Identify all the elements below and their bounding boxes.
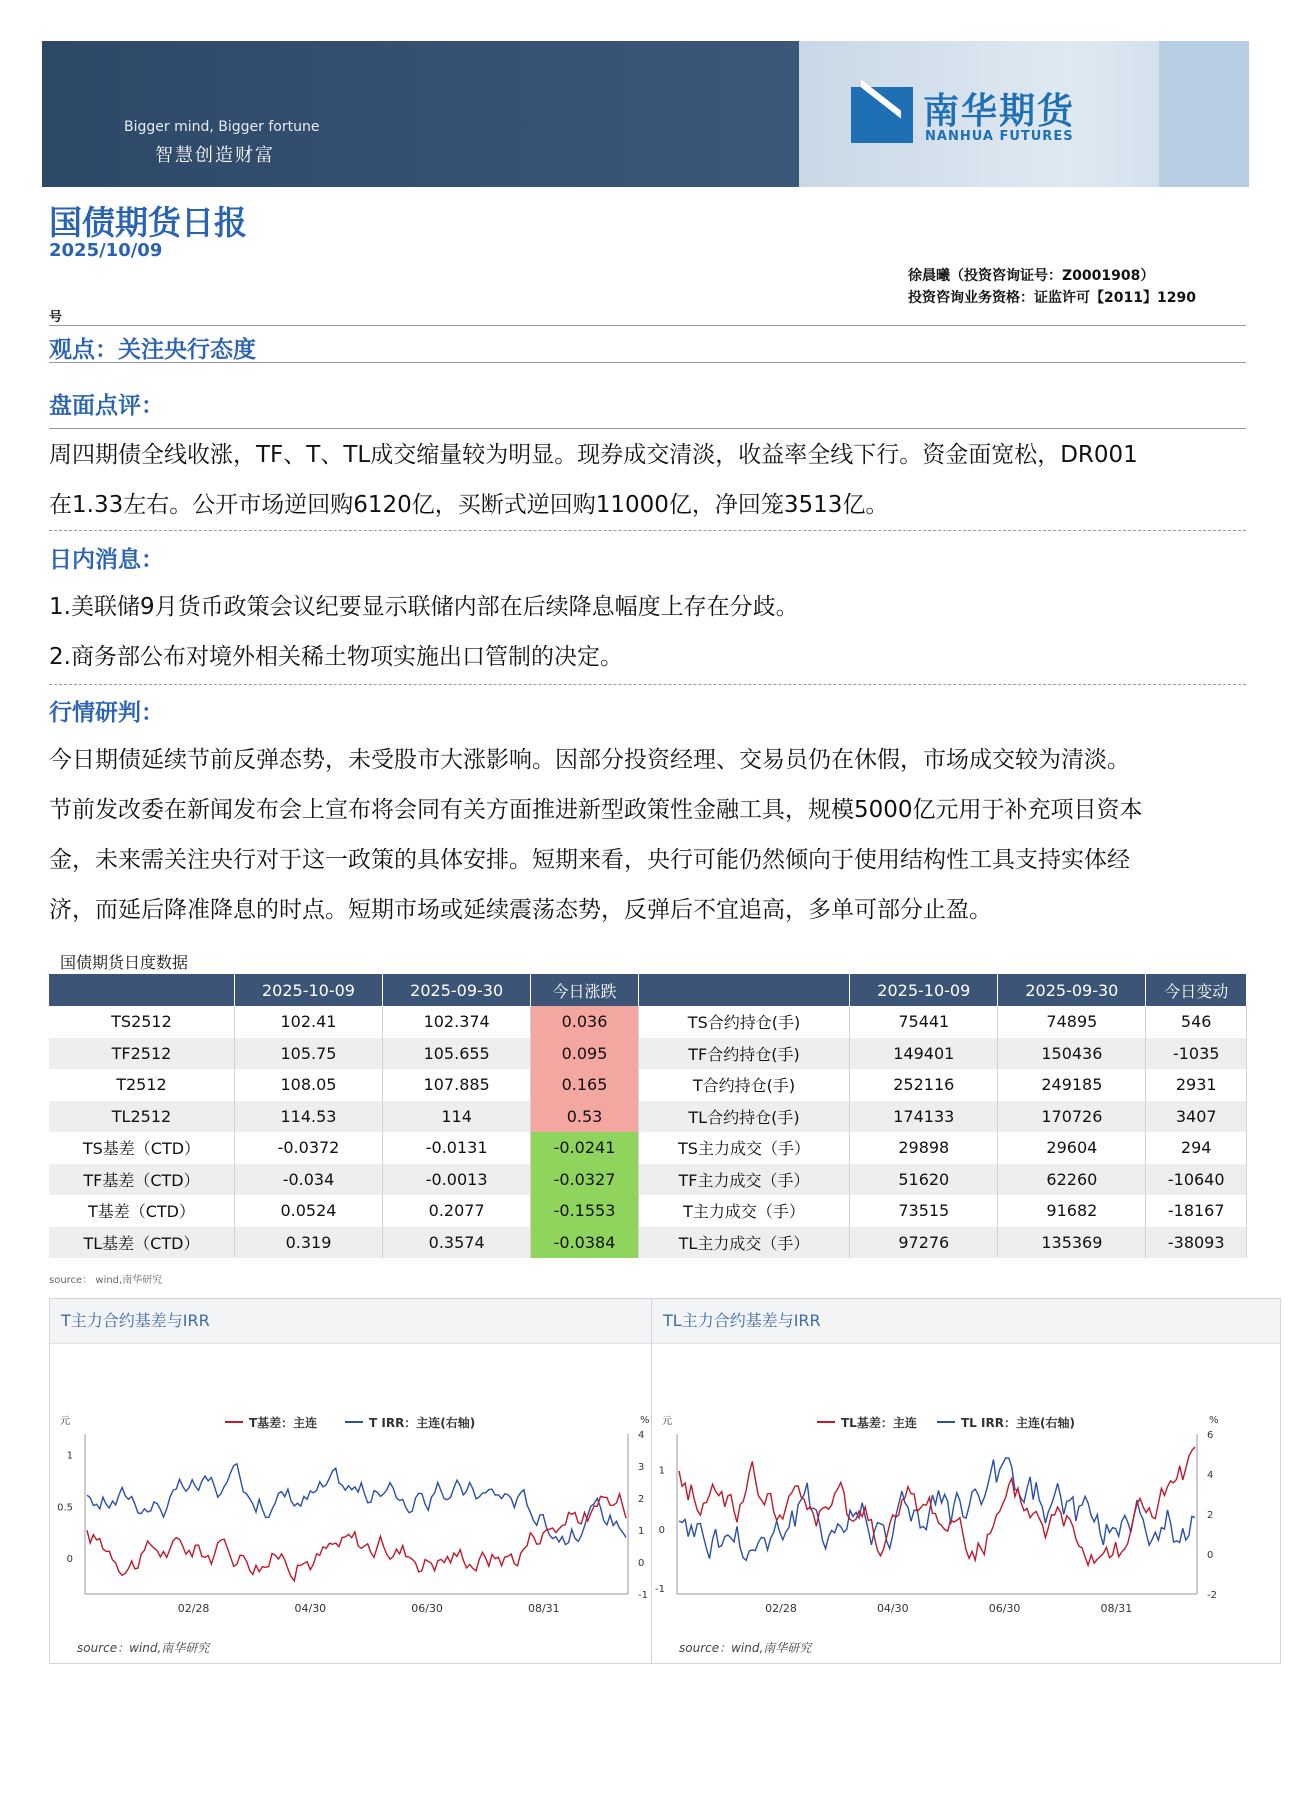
header-cell	[49, 974, 234, 1006]
table-cell: TL主力成交（手）	[638, 1227, 849, 1259]
x-tick-label: 04/30	[876, 1602, 909, 1615]
chart-source: source：wind,南华研究	[679, 1641, 812, 1655]
table-cell: 62260	[998, 1164, 1146, 1196]
slogan-en: Bigger mind, Bigger fortune	[124, 119, 320, 135]
table-cell: 51620	[850, 1164, 998, 1196]
table-cell: 0.095	[531, 1038, 638, 1070]
table-cell: 0.036	[531, 1006, 638, 1038]
table-cell: 114	[383, 1101, 531, 1133]
table-cell: TS基差（CTD）	[49, 1132, 234, 1164]
header-cell: 2025-10-09	[234, 974, 382, 1006]
table-cell: 546	[1146, 1006, 1247, 1038]
table-cell: 150436	[998, 1038, 1146, 1070]
report-title: 国债期货日报	[49, 203, 247, 242]
report-date: 2025/10/09	[49, 240, 163, 261]
table-cell: -0.0372	[234, 1132, 382, 1164]
viewpoint-heading: 观点：关注央行态度	[49, 337, 256, 363]
table-cell: 0.165	[531, 1069, 638, 1101]
logo-panel	[799, 41, 1249, 187]
legend-label: T基差：主连	[249, 1416, 318, 1430]
table-cell: 252116	[850, 1069, 998, 1101]
table-row	[49, 1006, 1247, 1038]
header-cell: 今日变动	[1146, 974, 1247, 1006]
divider	[49, 428, 1246, 429]
table-cell: -0.0384	[531, 1227, 638, 1259]
divider	[49, 362, 1246, 363]
news-list	[49, 582, 1249, 682]
table-row	[49, 1227, 1247, 1259]
table-cell: TF2512	[49, 1038, 234, 1070]
x-tick-label: 02/28	[177, 1602, 210, 1615]
table-cell: 102.41	[234, 1006, 382, 1038]
legend-label: T IRR：主连(右轴)	[369, 1416, 476, 1430]
x-tick-label: 06/30	[411, 1602, 443, 1615]
market-comment-text	[49, 430, 1249, 530]
y-right-tick-label: -2	[1207, 1590, 1217, 1601]
table-cell: 29898	[850, 1132, 998, 1164]
judgment-heading: 行情研判：	[49, 700, 164, 726]
y-right-tick-label: -1	[638, 1590, 648, 1601]
x-tick-label: 02/28	[765, 1602, 797, 1615]
table-row	[49, 1101, 1247, 1133]
table-cell: -0.034	[234, 1164, 382, 1196]
table-cell: 0.0524	[234, 1195, 382, 1227]
y-left-tick-label: 0.5	[57, 1502, 73, 1514]
nanhua-logo-icon	[851, 87, 913, 143]
table-cell: -18167	[1146, 1195, 1247, 1227]
table-cell: 105.75	[234, 1038, 382, 1070]
slogan-cn: 智慧创造财富	[155, 145, 275, 166]
table-header-row	[49, 974, 1247, 1006]
logo-cn: 南华期货	[923, 91, 1076, 132]
license-tail: 号	[49, 310, 63, 325]
table-cell: -0.0327	[531, 1164, 638, 1196]
chart-title: TL主力合约基差与IRR	[652, 1299, 1280, 1344]
series-line-irr	[87, 1464, 626, 1545]
table-cell: 91682	[998, 1195, 1146, 1227]
table-cell: -0.0131	[383, 1132, 531, 1164]
chart-tl-basis-irr	[651, 1298, 1281, 1664]
table-cell: 0.3574	[383, 1227, 531, 1259]
license: 投资咨询业务资格：证监许可【2011】1290	[908, 290, 1196, 306]
table-cell: T2512	[49, 1069, 234, 1101]
chart-source: source：wind,南华研究	[77, 1641, 210, 1655]
analyst: 徐晨曦（投资咨询证号：Z0001908）	[908, 268, 1155, 284]
divider	[49, 325, 1246, 326]
divider	[49, 530, 1246, 531]
table-cell: 74895	[998, 1006, 1146, 1038]
table-cell: -0.0013	[383, 1164, 531, 1196]
table-cell: T合约持仓(手)	[638, 1069, 849, 1101]
chart-plot	[652, 1344, 1248, 1634]
y-right-tick-label: 4	[638, 1430, 645, 1441]
y-right-tick-label: 4	[1207, 1470, 1214, 1481]
header-cell: 2025-09-30	[998, 974, 1146, 1006]
table-cell: 0.53	[531, 1101, 638, 1133]
series-line-irr	[679, 1458, 1195, 1560]
paragraph-line: 在1.33左右。公开市场逆回购6120亿，买断式逆回购11000亿，净回笼3513亿。	[49, 492, 889, 518]
y-left-tick-label: 0	[66, 1553, 73, 1565]
table-cell: 102.374	[383, 1006, 531, 1038]
y-right-tick-label: 3	[638, 1462, 645, 1473]
table-cell: 105.655	[383, 1038, 531, 1070]
y-right-tick-label: 1	[638, 1526, 645, 1537]
x-tick-label: 08/31	[1100, 1602, 1133, 1615]
y-right-unit: %	[640, 1415, 650, 1426]
table-cell: 249185	[998, 1069, 1146, 1101]
judgment-text	[49, 735, 1249, 935]
paragraph-line: 济，而延后降准降息的时点。短期市场或延续震荡态势，反弹后不宜追高，多单可部分止盈。	[49, 897, 992, 923]
table-cell: 174133	[850, 1101, 998, 1133]
table-cell: TF合约持仓(手)	[638, 1038, 849, 1070]
y-left-tick-label: -1	[655, 1584, 665, 1596]
table-cell: 3407	[1146, 1101, 1247, 1133]
news-item: 1.美联储9月货币政策会议纪要显示联储内部在后续降息幅度上存在分歧。	[49, 594, 799, 620]
table-cell: -10640	[1146, 1164, 1247, 1196]
table-cell: -1035	[1146, 1038, 1247, 1070]
divider	[49, 684, 1246, 685]
y-left-tick-label: 0	[658, 1524, 665, 1536]
table-cell: 0.319	[234, 1227, 382, 1259]
table-cell: TS合约持仓(手)	[638, 1006, 849, 1038]
table-cell: TF主力成交（手）	[638, 1164, 849, 1196]
table-cell: -38093	[1146, 1227, 1247, 1259]
table-cell: TL合约持仓(手)	[638, 1101, 849, 1133]
table-cell: 294	[1146, 1132, 1247, 1164]
table-cell: 149401	[850, 1038, 998, 1070]
table-row	[49, 1038, 1247, 1070]
table-cell: 170726	[998, 1101, 1146, 1133]
table-row	[49, 1132, 1247, 1164]
paragraph-line: 周四期债全线收涨，TF、T、TL成交缩量较为明显。现券成交清淡，收益率全线下行。资金面宽松，DR001	[49, 442, 1138, 468]
header-cell: 2025-10-09	[850, 974, 998, 1006]
y-right-tick-label: 0	[1207, 1550, 1214, 1561]
y-left-tick-label: 1	[658, 1465, 665, 1477]
x-tick-label: 04/30	[294, 1602, 327, 1615]
table-title: 国债期货日度数据	[60, 953, 189, 972]
table-cell: 73515	[850, 1195, 998, 1227]
legend-label: TL基差：主连	[841, 1416, 917, 1430]
paragraph-line: 今日期债延续节前反弹态势，未受股市大涨影响。因部分投资经理、交易员仍在休假，市场成交较为清淡。	[49, 747, 1130, 773]
paragraph-line: 节前发改委在新闻发布会上宣布将会同有关方面推进新型政策性金融工具，规模5000亿元用于补充项目资本	[49, 797, 1143, 823]
header-cell	[638, 974, 849, 1006]
table-cell: 75441	[850, 1006, 998, 1038]
table-cell: 108.05	[234, 1069, 382, 1101]
y-left-unit: 元	[60, 1416, 70, 1427]
y-left-tick-label: 1	[66, 1450, 73, 1462]
header-cell: 2025-09-30	[383, 974, 531, 1006]
table-row	[49, 1195, 1247, 1227]
table-cell: 29604	[998, 1132, 1146, 1164]
table-source: source： wind,南华研究	[49, 1275, 163, 1286]
table-cell: 2931	[1146, 1069, 1247, 1101]
y-right-tick-label: 2	[1207, 1510, 1214, 1521]
chart-t-basis-irr	[49, 1298, 679, 1664]
market-comment-heading: 盘面点评：	[49, 393, 164, 419]
y-left-unit: 元	[662, 1416, 672, 1427]
table-cell: 0.2077	[383, 1195, 531, 1227]
x-tick-label: 06/30	[988, 1602, 1021, 1615]
header-banner	[42, 41, 1249, 187]
news-item: 2.商务部公布对境外相关稀土物项实施出口管制的决定。	[49, 644, 623, 670]
table-cell: 107.885	[383, 1069, 531, 1101]
table-cell: 97276	[850, 1227, 998, 1259]
table-row	[49, 1164, 1247, 1196]
chart-title: T主力合约基差与IRR	[50, 1299, 678, 1344]
table-row	[49, 1069, 1247, 1101]
table-cell: TL基差（CTD）	[49, 1227, 234, 1259]
logo-en: NANHUA FUTURES	[925, 129, 1074, 144]
x-tick-label: 08/31	[527, 1602, 560, 1615]
chart-plot	[50, 1344, 678, 1634]
table-cell: TS主力成交（手）	[638, 1132, 849, 1164]
legend-label: TL IRR：主连(右轴)	[961, 1416, 1075, 1430]
table-cell: TL2512	[49, 1101, 234, 1133]
table-cell: 135369	[998, 1227, 1146, 1259]
table-cell: 114.53	[234, 1101, 382, 1133]
table-cell: TF基差（CTD）	[49, 1164, 234, 1196]
y-right-tick-label: 0	[638, 1558, 645, 1569]
table-cell: -0.0241	[531, 1132, 638, 1164]
table-cell: T主力成交（手）	[638, 1195, 849, 1227]
y-right-tick-label: 6	[1207, 1430, 1214, 1441]
futures-data-table	[49, 974, 1247, 1258]
y-right-unit: %	[1209, 1415, 1219, 1426]
header-cell: 今日涨跌	[531, 974, 638, 1006]
news-heading: 日内消息：	[49, 547, 164, 573]
table-body	[49, 1006, 1247, 1258]
table-cell: TS2512	[49, 1006, 234, 1038]
y-right-tick-label: 2	[638, 1494, 645, 1505]
paragraph-line: 金，未来需关注央行对于这一政策的具体安排。短期来看，央行可能仍然倾向于使用结构性工具支持实体经	[49, 847, 1130, 873]
table-cell: -0.1553	[531, 1195, 638, 1227]
table-cell: T基差（CTD）	[49, 1195, 234, 1227]
